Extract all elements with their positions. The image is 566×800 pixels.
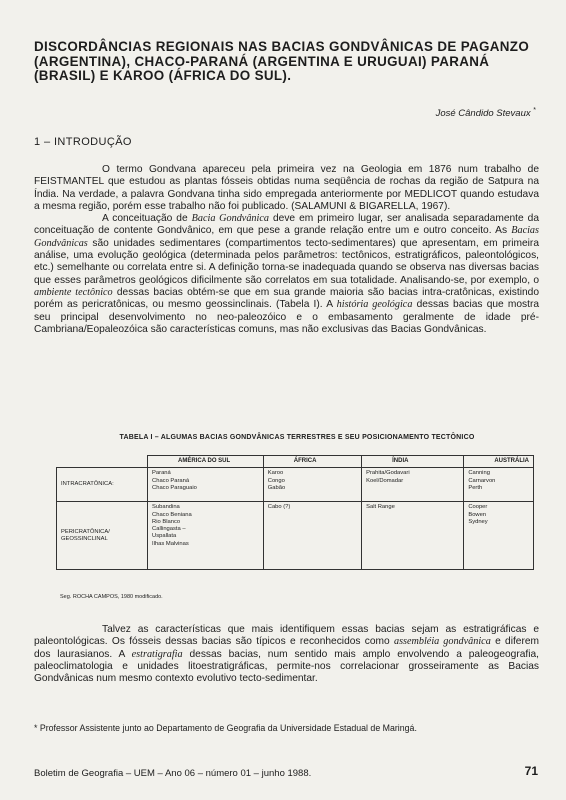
table-row (57, 468, 534, 502)
author-name: José Cândido Stevaux (435, 108, 531, 120)
table-row (57, 502, 534, 570)
section-heading: 1 – INTRODUÇÃO (34, 136, 132, 148)
cell-india-intracratonic: Prahita/Godavari Koel/Domadar (362, 468, 464, 502)
author-line (436, 107, 536, 119)
article-title: DISCORDÂNCIAS REGIONAIS NAS BACIAS GONDVÂNICAS DE PAGANZO (ARGENTINA), CHACO-PARANÁ (ARGENTINA E URUGUAI) PARANÁ (BRASIL) E KAROO (ÁFRICA DO SUL). (34, 39, 530, 83)
cell-india-pericratonic: Salt Range (362, 502, 464, 570)
row-label-intracratonic: INTRACRATÔNICA: (57, 468, 148, 502)
cell-australia-intracratonic: Canning Carnarvon Perth (464, 468, 534, 502)
cell-america-pericratonic: Subandina Chaco Beniana Rio Blanco Callingasta – Uspallata Ilhas Malvinas (148, 502, 264, 570)
header-india: ÍNDIA (362, 456, 464, 468)
journal-footer: Boletim de Geografia – UEM – Ano 06 – número 01 – junho 1988. (34, 768, 312, 779)
page-number: 71 (524, 764, 538, 778)
paragraph-2: A conceituação de Bacia Gondvânica deve em primeiro lugar, ser analisada separadamente da conceituação de contente Gondvânico, em que pese a grande relação entre um e outro conceito. As Bacias Gondvânicas são unidades sedimentares (compartimentos tecto-sedimentares) que apresentam, em primeira análise, uma evolução geológica (determinada pelos parâmetros: tectônicos, estratigráficos, paleontológicos, etc.) semelhante ou correlata entre si. A definição torna-se inadequada quando se observa nas diversas bacias que esses parâmetros geológicos dificilmente são correlatos em sua totalidade. Analisando-se, por exemplo, o ambiente tectônico dessas bacias obtém-se que em sua grande maioria são bacias intra-cratônicas, existindo porém as pericratônicas, ou mesmo geossinclinais. (Tabela I). A história geológica dessas bacias que mostra seu principal desenvolvimento no neo-paleozóico e o embasamento geralmente de idade pré-Cambriana/Eopaleozóica são características comuns, mas não exclusivas das Bacias Gondvânicas. (34, 213, 540, 335)
introduction-text (34, 164, 539, 336)
cell-america-intracratonic: Paraná Chaco Paraná Chaco Paraguaio (148, 468, 264, 502)
paragraph-1: O termo Gondvana apareceu pela primeira vez na Geologia em 1876 num trabalho de FEISTMANTEL que estudou as plantas fósseis obtidas numa seqüência de rochas da região de Satpura na Índia. Na verdade, a palavra Gondvana tinha sido empregada anteriormente por MEDLICOT quando estudava a mesma região, porém esse trabalho não foi publicado. (SALAMUNI & BIGARELLA, 1967). (34, 164, 539, 212)
row-label-pericratonic: PERICRATÔNICA/ GEOSSINCLINAL (57, 502, 148, 570)
footnote: * Professor Assistente junto ao Departamento de Geografia da Universidade Estadual de Maringá. (34, 723, 417, 733)
closing-text (34, 624, 539, 685)
header-australia: AUSTRÁLIA (464, 456, 534, 468)
cell-australia-pericratonic: Cooper Bowen Sydney (464, 502, 534, 570)
table-source: Seg. ROCHA CAMPOS, 1980 modificado. (60, 594, 163, 600)
header-america: AMÉRICA DO SUL (148, 456, 264, 468)
basins-table (56, 455, 534, 570)
author-footnote-mark: * (533, 107, 536, 114)
header-africa: ÁFRICA (263, 456, 361, 468)
table-header-row (57, 456, 534, 468)
cell-africa-pericratonic: Cabo (?) (263, 502, 361, 570)
paragraph-3: Talvez as características que mais identifiquem essas bacias sejam as estratigráficas e paleontológicas. Os fósseis dessas bacias são típicos e reconhecidos como assembléia gondvânica e diferem dos laurasianos. A estratigrafia dessas bacias, num sentido mais amplo envolvendo a paleogeografia, paleoclimatologia e unidades litoestratigráficas, permite-nos correlacionar grosseiramente as Bacias Gondvânicas num mesmo contexto evolutivo tecto-sedimentar. (34, 624, 540, 685)
cell-africa-intracratonic: Karoo Congo Gabão (263, 468, 361, 502)
table-corner (57, 456, 148, 468)
table-caption: TABELA I – ALGUMAS BACIAS GONDVÂNICAS TERRESTRES E SEU POSICIONAMENTO TECTÔNICO (119, 434, 475, 441)
